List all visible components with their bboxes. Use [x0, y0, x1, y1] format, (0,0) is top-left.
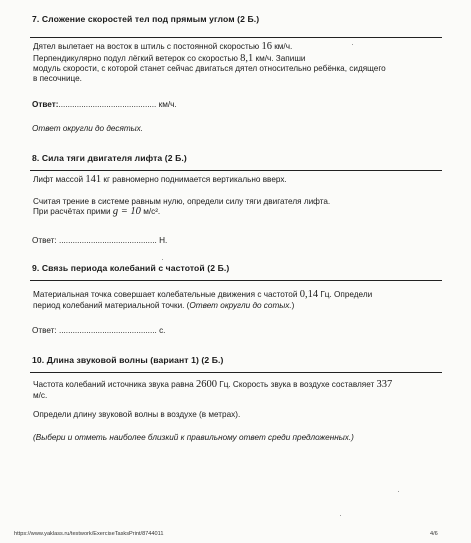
q9-text-line-1 — [33, 290, 372, 300]
q8-answer-blank[interactable]: ........................................... — [58, 236, 157, 245]
q9-answer-blank[interactable]: ........................................... — [58, 326, 157, 335]
q7-answer-unit: км/ч. — [158, 100, 177, 109]
q9-text-line-2 — [33, 301, 294, 311]
q7-text-line-1 — [33, 42, 292, 52]
q8-g-value: g = 10 — [112, 206, 141, 217]
q8-answer-row — [32, 236, 167, 246]
q7-speed-value: 16 — [261, 41, 272, 52]
q9-line1-a: Материальная точка совершает колебательные движения с частотой — [33, 290, 300, 299]
q9-rule — [30, 280, 442, 281]
q7-line1-b: км/ч. — [271, 42, 293, 51]
scan-speck — [340, 515, 341, 516]
q8-answer-unit: Н. — [159, 236, 168, 245]
q8-rule — [30, 170, 442, 171]
q10-rule — [30, 372, 442, 373]
q10-speed-value: 337 — [376, 379, 393, 390]
q10-frequency-value: 2600 — [195, 379, 217, 390]
scan-speck — [352, 44, 353, 45]
scan-speck — [398, 491, 399, 492]
q7-answer-label: Ответ: — [32, 100, 59, 109]
footer-page-number: 4/6 — [430, 531, 438, 537]
q8-heading: 8. Сила тяги двигателя лифта (2 Б.) — [32, 153, 187, 163]
q9-answer-label: Ответ: — [32, 326, 57, 335]
q7-answer-blank[interactable]: ........................................... — [58, 100, 157, 109]
q8-text-line-2: Считая трение в системе равным нулю, определи силу тяги двигателя лифта. — [33, 197, 331, 206]
q8-text-line-1 — [33, 175, 287, 185]
q10-line1-b: Гц. Скорость звука в воздухе составляет — [216, 380, 377, 389]
q9-answer-unit: с. — [159, 326, 166, 335]
q7-line1-a: Дятел вылетает на восток в штиль с постоянной скоростью — [33, 42, 262, 51]
scan-speck — [162, 259, 163, 260]
q8-mass-value: 141 — [85, 174, 102, 185]
q9-answer-row — [32, 326, 165, 336]
q10-text-line-3: Определи длину звуковой волны в воздухе (в метрах). — [33, 410, 241, 419]
q8-line3-b: м/с². — [140, 207, 161, 216]
q9-line1-b: Гц. Определи — [318, 290, 373, 299]
q9-hint: Ответ округли до сотых. — [189, 301, 292, 310]
footer-url[interactable]: https://www.yaklass.ru/testwork/ExerciseTasksPrint/8744011 — [14, 531, 164, 537]
q10-line1-a: Частота колебаний источника звука равна — [33, 380, 196, 389]
q8-line1-b: кг равномерно поднимается вертикально вверх. — [101, 175, 287, 184]
q7-hint: Ответ округли до десятых. — [32, 124, 144, 133]
q8-answer-label: Ответ: — [32, 236, 57, 245]
q7-answer-row — [32, 100, 177, 110]
q9-line2-b: ) — [291, 301, 295, 310]
q8-line3-a: При расчётах прими — [33, 207, 113, 216]
q10-text-line-1 — [33, 380, 392, 390]
q7-line2-b: км/ч. Запиши — [253, 54, 306, 63]
q7-wind-value: 8,1 — [240, 53, 254, 64]
q7-rule — [30, 37, 442, 38]
q10-heading: 10. Длина звуковой волны (вариант 1) (2 Б.) — [32, 355, 224, 365]
q7-text-line-3: модуль скорости, с которой станет сейчас двигаться дятел относительно ребёнка, сидящего — [33, 64, 386, 73]
q8-text-line-3 — [33, 207, 160, 217]
q9-frequency-value: 0,14 — [299, 289, 319, 300]
q7-text-line-2 — [33, 54, 305, 64]
q9-line2-a: период колебаний материальной точки. ( — [33, 301, 190, 310]
q7-line2-a: Перпендикулярно подул лёгкий ветерок со скоростью — [33, 54, 241, 63]
q7-heading: 7. Сложение скоростей тел под прямым углом (2 Б.) — [32, 14, 260, 24]
q8-line1-a: Лифт массой — [33, 175, 86, 184]
q10-text-line-2: м/с. — [33, 391, 48, 400]
q10-hint: (Выбери и отметь наиболее близкий к правильному ответ среди предложенных.) — [33, 433, 354, 442]
q9-heading: 9. Связь периода колебаний с частотой (2 Б.) — [32, 263, 230, 273]
q7-text-line-4: в песочнице. — [33, 74, 82, 83]
